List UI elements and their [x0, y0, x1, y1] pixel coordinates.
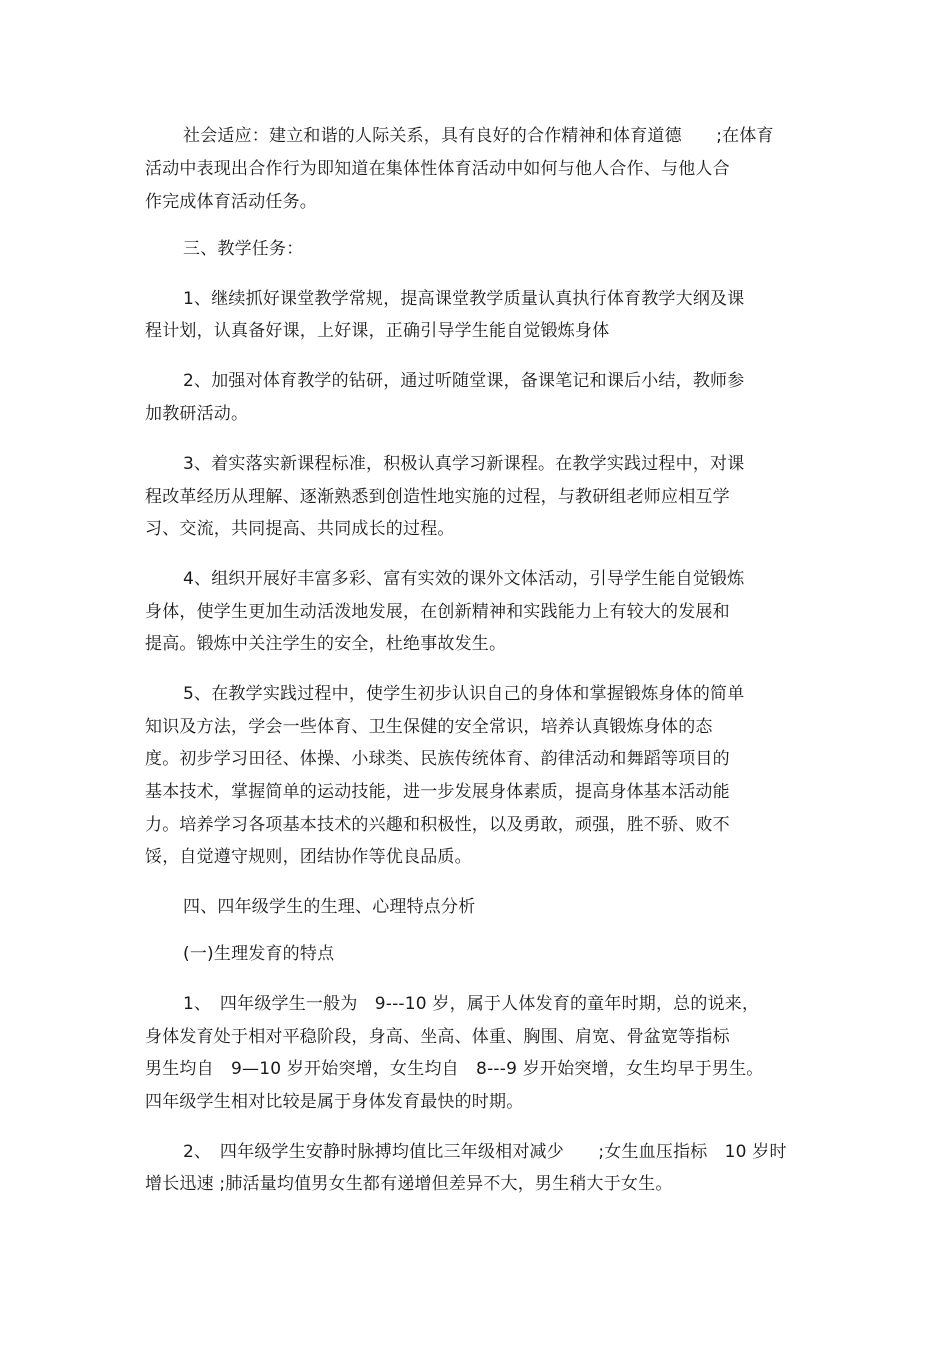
text-line: 基本技术，掌握简单的运动技能，进一步发展身体素质，提高身体基本活动能	[145, 782, 730, 802]
text-line: 度。初步学习田径、体操、小球类、民族传统体育、韵律活动和舞蹈等项目的	[145, 749, 730, 769]
text-line: 提高。锻炼中关注学生的安全，杜绝事故发生。	[145, 634, 507, 654]
text-line: 1、 四年级学生一般为 9---10 岁，属于人体发育的童年时期，总的说来，	[183, 994, 760, 1014]
text-line: 男生均自 9—10 岁开始突增，女生均自 8---9 岁开始突增，女生均早于男生。	[145, 1059, 764, 1079]
text-line: 力。培养学习各项基本技术的兴趣和积极性，以及勇敢，顽强，胜不骄、败不	[145, 815, 730, 835]
text-line: 活动中表现出合作行为即知道在集体性体育活动中如何与他人合作、与他人合	[145, 159, 730, 179]
text-line: 加教研活动。	[145, 404, 249, 424]
text-line: 4、组织开展好丰富多彩、富有实效的课外文体活动，引导学生能自觉锻炼	[183, 569, 745, 589]
text-line: 程改革经历从理解、逐渐熟悉到创造性地实施的过程，与教研组老师应相互学	[145, 487, 730, 507]
text-line: 社会适应：建立和谐的人际关系，具有良好的合作精神和体育道德 ;在体育	[183, 126, 774, 146]
text-line: 知识及方法，学会一些体育、卫生保健的安全常识，培养认真锻炼身体的态	[145, 717, 713, 737]
text-line: 2、加强对体育教学的钻研，通过听随堂课，备课笔记和课后小结，教师参	[183, 371, 745, 391]
text-line: 馁，自觉遵守规则，团结协作等优良品质。	[145, 847, 472, 867]
text-line: 四年级学生相对比较是属于身体发育最快的时期。	[145, 1092, 524, 1112]
text-line: 身体发育处于相对平稳阶段，身高、坐高、体重、胸围、肩宽、骨盆宽等指标	[145, 1027, 730, 1047]
text-line: 2、 四年级学生安静时脉搏均值比三年级相对减少 ;女生血压指标 10 岁时	[183, 1142, 787, 1162]
text-line: 作完成体育活动任务。	[145, 192, 317, 212]
text-line: 身体，使学生更加生动活泼地发展，在创新精神和实践能力上有较大的发展和	[145, 602, 730, 622]
text-line: 5、在教学实践过程中，使学生初步认识自己的身体和掌握锻炼身体的简单	[183, 684, 745, 704]
section-heading: 四、四年级学生的生理、心理特点分析	[183, 897, 476, 917]
text-line: 程计划，认真备好课，上好课，正确引导学生能自觉锻炼身体	[145, 321, 610, 341]
text-line: 3、着实落实新课程标准，积极认真学习新课程。在教学实践过程中，对课	[183, 454, 745, 474]
text-line: 增长迅速 ;肺活量均值男女生都有递增但差异不大，男生稍大于女生。	[145, 1174, 673, 1194]
text-line: 1、继续抓好课堂教学常规，提高课堂教学质量认真执行体育教学大纲及课	[183, 289, 745, 309]
text-line: 习、交流，共同提高、共同成长的过程。	[145, 519, 455, 539]
subsection-heading: (一)生理发育的特点	[183, 944, 335, 964]
section-heading: 三、教学任务：	[183, 239, 304, 259]
